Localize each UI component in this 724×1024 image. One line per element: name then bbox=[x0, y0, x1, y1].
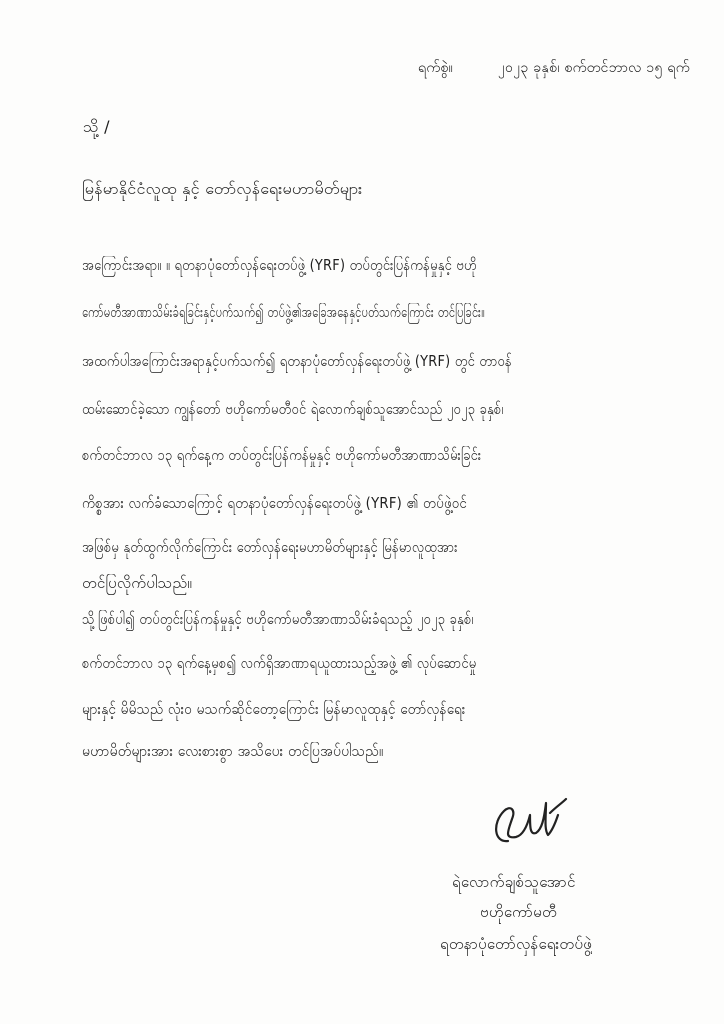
body-line: အထက်ပါအကြောင်းအရာနှင့်ပက်သက်၍ ရတနာပုံတော်လှန်ရေးတပ်ဖွဲ့ (YRF) တွင် တာဝန် bbox=[82, 352, 512, 370]
body-line: ကိစ္စအား လက်ခံသောကြောင့် ရတနာပုံတော်လှန်ရေးတပ်ဖွဲ့ (YRF) ၏ တပ်ဖွဲ့ဝင် bbox=[82, 494, 468, 512]
handwritten-signature bbox=[486, 793, 576, 853]
signatory-organization: ရတနာပုံတော်လှန်ရေးတပ်ဖွဲ့ bbox=[440, 935, 593, 953]
date-label: ရက်စွဲ။ bbox=[418, 60, 454, 76]
date-line bbox=[418, 58, 718, 79]
body-line: မဟာမိတ်များအား လေးစားစွာ အသိပေး တင်ပြအပ်ပါသည်။ bbox=[82, 742, 384, 760]
signatory-name: ရဲလောက်ချစ်သူအောင် bbox=[452, 873, 576, 891]
date-value: ၂၀၂၃ ခုနှစ်၊ စက်တင်ဘာလ ၁၅ ရက် bbox=[497, 60, 690, 76]
body-line: ထမ်းဆောင်ခဲ့သော ကျွန်တော် ဗဟိုကော်မတီဝင် ရဲလောက်ချစ်သူအောင်သည် ၂၀၂၃ ခုနှစ်၊ bbox=[82, 400, 504, 418]
body-line: ကော်မတီအာဏာသိမ်းခံရခြင်းနှင့်ပက်သက်၍ တပ်ဖွဲ့၏အခြေအနေနှင့်ပတ်သက်ကြောင်း တင်ပြခြင်း။ bbox=[82, 303, 485, 321]
recipient-to: သို့ / bbox=[83, 117, 110, 136]
body-line: သို့ဖြစ်ပါ၍ တပ်တွင်းပြန်ကန်မှုနှင့် ဗဟိုကော်မတီအာဏာသိမ်းခံရသည့် ၂၀၂၃ ခုနှစ်၊ bbox=[82, 610, 474, 628]
body-line: အဖြစ်မှ နုတ်ထွက်လိုက်ကြောင်း တော်လှန်ရေးမဟာမိတ်များနှင့် မြန်မာလူထုအား bbox=[82, 538, 458, 556]
body-line: တင်ပြလိုက်ပါသည်။ bbox=[82, 574, 193, 592]
signatory-title: ဗဟိုကော်မတီ bbox=[480, 903, 557, 921]
body-line-subject: အကြောင်းအရာ။ ။ ရတနာပုံတော်လှန်ရေးတပ်ဖွဲ့ (YRF) တပ်တွင်းပြန်ကန်မှုနှင့် ဗဟို bbox=[82, 256, 477, 274]
body-line: များနှင့် မိမိသည် လုံးဝ မသက်ဆိုင်တော့ကြောင်း မြန်မာလူထုနှင့် တော်လှန်ရေး bbox=[82, 700, 466, 718]
body-line: စက်တင်ဘာလ ၁၃ ရက်နေ့မှစ၍ လက်ရှိအာဏာရယူထားသည့်အဖွဲ့ ၏ လုပ်ဆောင်မှု bbox=[82, 654, 477, 672]
addressee: မြန်မာနိုင်ငံလူထု နှင့် တော်လှန်ရေးမဟာမိတ်များ bbox=[82, 179, 363, 198]
body-line: စက်တင်ဘာလ ၁၃ ရက်နေ့က တပ်တွင်းပြန်ကန်မှုနှင့် ဗဟိုကော်မတီအာဏာသိမ်းခြင်း bbox=[82, 446, 482, 464]
